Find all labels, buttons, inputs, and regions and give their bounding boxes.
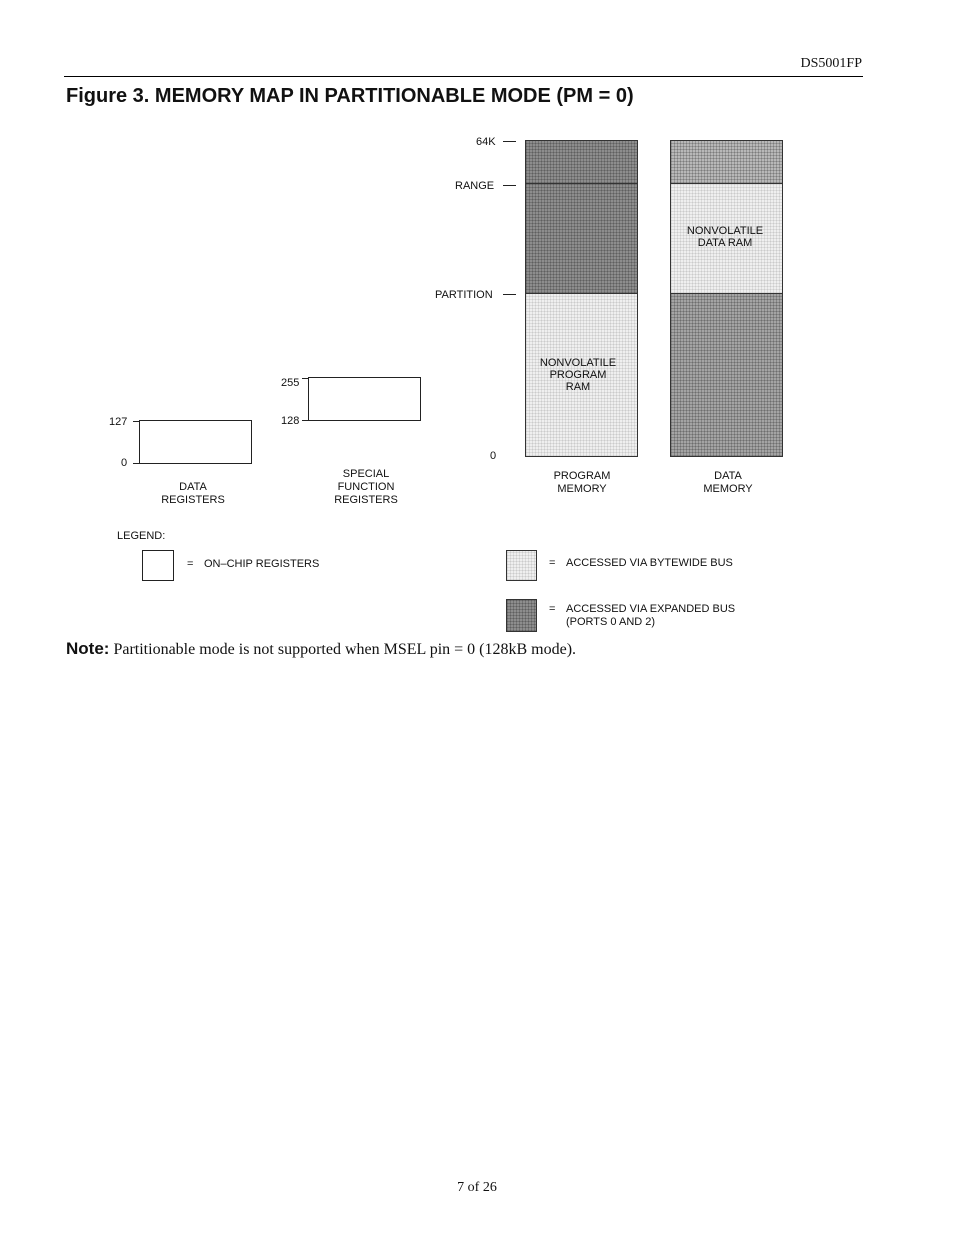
program-mem-top-block: [525, 140, 638, 184]
marker-partition-tick: [503, 294, 516, 295]
data-mem-top-block: [670, 140, 783, 184]
note-text: Partitionable mode is not supported when MSEL pin = 0 (128kB mode).: [109, 641, 577, 658]
sfr-box: [308, 377, 421, 421]
marker-64k: 64K: [476, 136, 496, 148]
legend-expanded-text-1: ACCESSED VIA EXPANDED BUS: [566, 603, 736, 615]
sfr-top-value: 255: [281, 377, 300, 389]
sfr-bottom-value: 128: [281, 415, 300, 427]
program-mem-expanded-block: [525, 183, 638, 294]
legend-bytewide-swatch: [506, 550, 537, 581]
data-nv-label-1: NONVOLATILE: [686, 225, 764, 237]
marker-partition: PARTITION: [435, 289, 493, 301]
marker-range: RANGE: [455, 180, 495, 192]
marker-64k-tick: [503, 141, 516, 142]
data-nv-label-2: DATA RAM: [697, 237, 753, 249]
program-memory-label-1: PROGRAM: [553, 470, 611, 482]
data-memory-label-2: MEMORY: [703, 483, 753, 495]
program-nv-label-2: PROGRAM: [549, 369, 607, 381]
program-nv-label-1: NONVOLATILE: [539, 357, 617, 369]
legend-on-chip-swatch: [142, 550, 174, 581]
legend-bytewide-text: ACCESSED VIA BYTEWIDE BUS: [566, 557, 733, 569]
sfr-label-2: FUNCTION: [337, 481, 395, 493]
legend-expanded-text-2: (PORTS 0 AND 2): [566, 616, 656, 628]
legend-on-chip-text: ON–CHIP REGISTERS: [204, 558, 320, 570]
sfr-label-3: REGISTERS: [334, 494, 398, 506]
data-reg-bottom-value: 0: [121, 457, 128, 469]
marker-range-tick: [503, 185, 516, 186]
data-registers-label-2: REGISTERS: [161, 494, 225, 506]
marker-zero: 0: [490, 450, 497, 462]
legend-title: LEGEND:: [117, 530, 166, 542]
legend-expanded-eq: =: [549, 603, 556, 615]
header-rule: [64, 76, 863, 77]
program-nv-label-3: RAM: [565, 381, 591, 393]
program-memory-label-2: MEMORY: [557, 483, 607, 495]
figure-title: Figure 3. MEMORY MAP IN PARTITIONABLE MODE (PM = 0): [66, 85, 634, 107]
note-paragraph: [66, 639, 576, 659]
note-label: Note:: [66, 639, 110, 658]
page-number: 7 of 26: [457, 1180, 497, 1195]
legend-on-chip-eq: =: [187, 558, 194, 570]
data-memory-label-1: DATA: [714, 470, 742, 482]
document-id: DS5001FP: [800, 56, 862, 71]
data-mem-expanded-block: [670, 293, 783, 457]
data-registers-label-1: DATA: [179, 481, 207, 493]
legend-bytewide-eq: =: [549, 557, 556, 569]
sfr-label-1: SPECIAL: [342, 468, 390, 480]
data-reg-top-value: 127: [109, 416, 128, 428]
data-registers-box: [139, 420, 252, 464]
legend-expanded-swatch: [506, 599, 537, 632]
